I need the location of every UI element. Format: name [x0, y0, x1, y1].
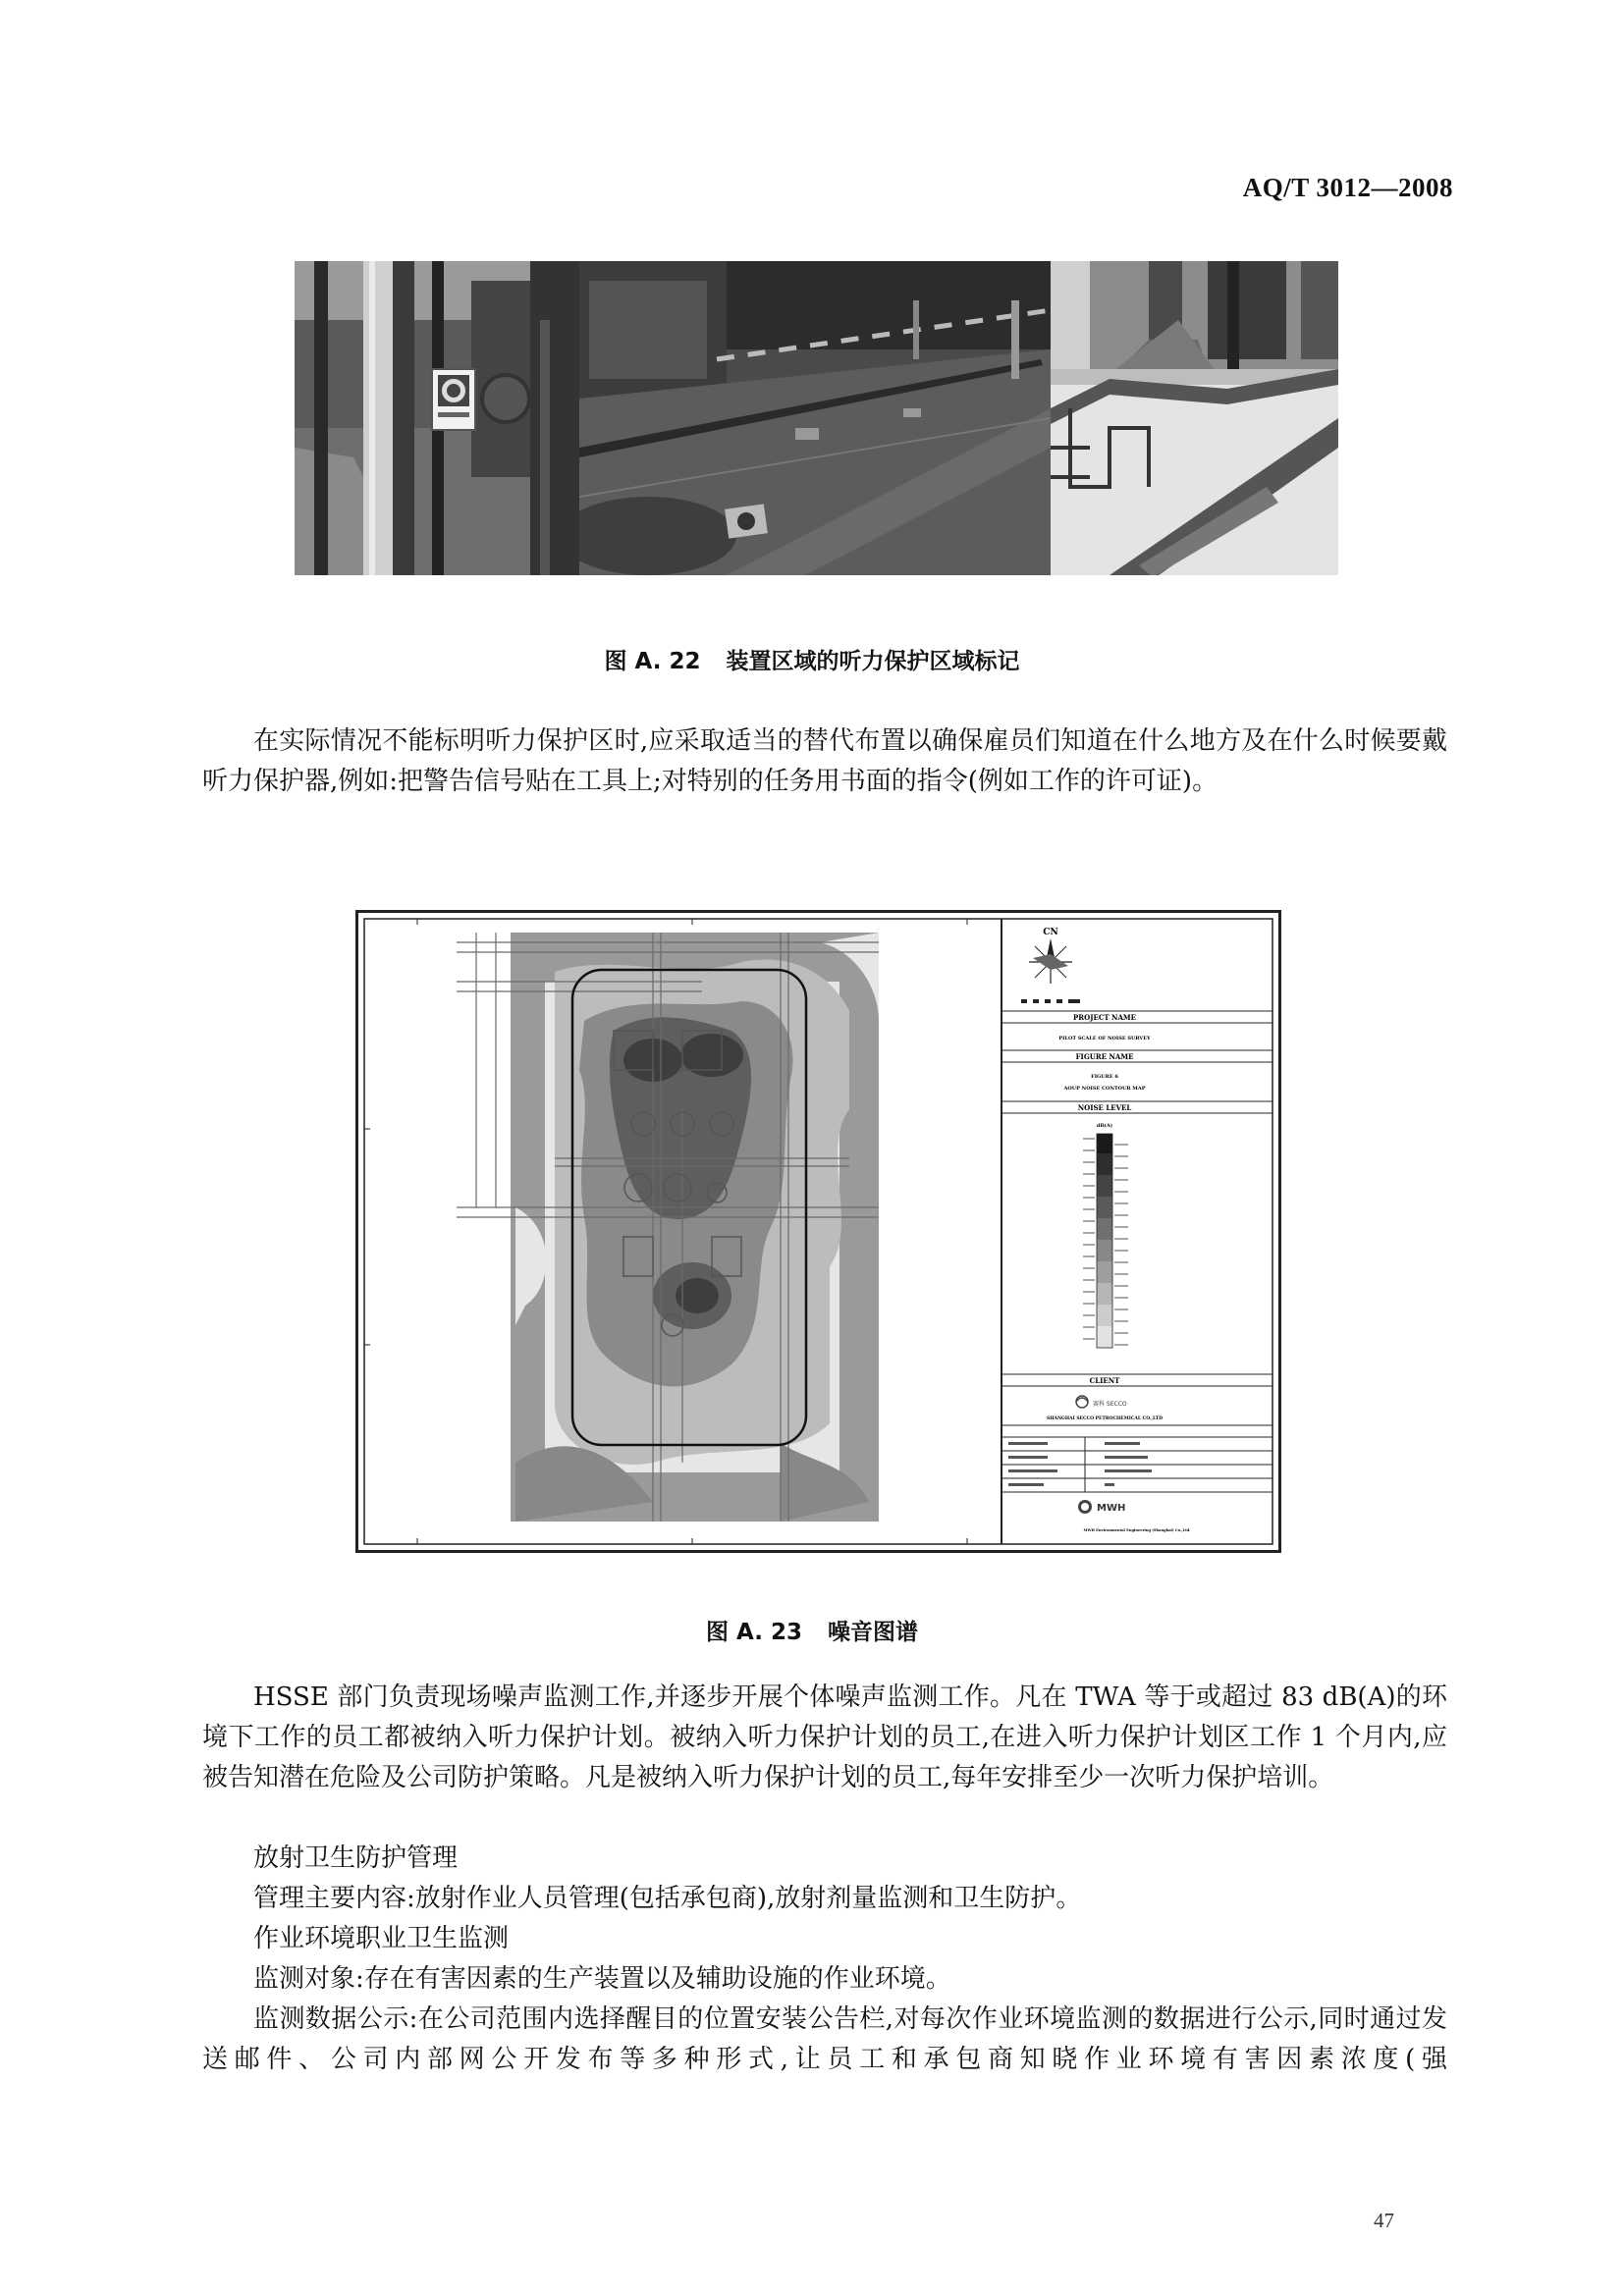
north-label: CN — [1043, 928, 1058, 937]
page-number: 47 — [1374, 2209, 1394, 2232]
project-name: PILOT SCALE OF NOISE SURVEY — [1058, 1036, 1151, 1041]
heading-radiation-protection: 放射卫生防护管理 — [253, 1843, 459, 1873]
figure-a22-caption — [0, 643, 1624, 675]
project-name-label: PROJECT NAME — [1073, 1013, 1136, 1022]
noise-contour-map — [355, 910, 1281, 1553]
north-arrow-icon — [1029, 938, 1072, 984]
standard-number: AQ/T 3012—2008 — [1242, 173, 1453, 202]
title-block-footer: MWH Environmental Engineering (Shanghai) Co.,Ltd. — [1083, 1528, 1191, 1532]
mwh-logo-text: MWH — [1097, 1503, 1126, 1514]
figure-a22-number: 图 A. 22 — [604, 649, 701, 674]
paragraph-monitoring-data-publication: 监测数据公示:在公司范围内选择醒目的位置安装公告栏,对每次作业环境监测的数据进行公示,同时通过发送邮件、公司内部网公开发布等多种形式,让员工和承包商知晓作业环境有害因素浓度(强 — [202, 2004, 1447, 2074]
paragraph-hsse-noise-monitoring: HSSE 部门负责现场噪声监测工作,并逐步开展个体噪声监测工作。凡在 TWA 等于或超过 83 dB(A)的环境下工作的员工都被纳入听力保护计划。被纳入听力保护计划的员工,在进入听力保护计划区工作 1 个月内,应被告知潜在危险及公司防护策略。凡是被纳入听力保护计划的员工,每年安排至少一次听力保护培训。 — [202, 1682, 1447, 1792]
photo-floor-marking — [579, 261, 1051, 575]
noise-unit: dB(A) — [1096, 1123, 1113, 1129]
figure-id: FIGURE 6 — [1091, 1074, 1118, 1080]
secco-logo-icon — [1076, 1396, 1088, 1408]
scale-bar — [1021, 999, 1080, 1003]
figure-name: AOUP NOISE CONTOUR MAP — [1063, 1086, 1146, 1092]
photo-painted-zone — [1051, 261, 1338, 575]
figure-a22-photos — [295, 261, 1338, 575]
photo-corridor-signpost — [295, 261, 579, 575]
mwh-logo-icon — [1078, 1500, 1092, 1514]
paragraph-hearing-zone-alternatives: 在实际情况不能标明听力保护区时,应采取适当的替代布置以确保雇员们知道在什么地方及在什么时候要戴听力保护器,例如:把警告信号贴在工具上;对特别的任务用书面的指令(例如工作的许可证)。 — [202, 726, 1447, 796]
client-label: CLIENT — [1089, 1376, 1120, 1385]
noise-contour-area — [457, 933, 879, 1522]
figure-a23-number: 图 A. 23 — [706, 1620, 802, 1645]
noise-level-label: NOISE LEVEL — [1077, 1103, 1132, 1112]
figure-a23-caption — [0, 1614, 1624, 1646]
figure-name-label: FIGURE NAME — [1075, 1052, 1134, 1061]
line-radiation-management: 管理主要内容:放射作业人员管理(包括承包商),放射剂量监测和卫生防护。 — [253, 1884, 1082, 1913]
client-name: SHANGHAI SECCO PETROCHEMICAL CO.,LTD — [1046, 1416, 1164, 1421]
client-logo-text: 赛科 SECCO — [1093, 1401, 1127, 1408]
figure-a23-title: 噪音图谱 — [828, 1620, 918, 1645]
noise-level-legend — [1083, 1134, 1128, 1348]
heading-workplace-monitoring: 作业环境职业卫生监测 — [253, 1924, 510, 1953]
line-monitoring-object: 监测对象:存在有害因素的生产装置以及辅助设施的作业环境。 — [253, 1964, 951, 1994]
figure-a22-title: 装置区域的听力保护区域标记 — [726, 649, 1020, 674]
